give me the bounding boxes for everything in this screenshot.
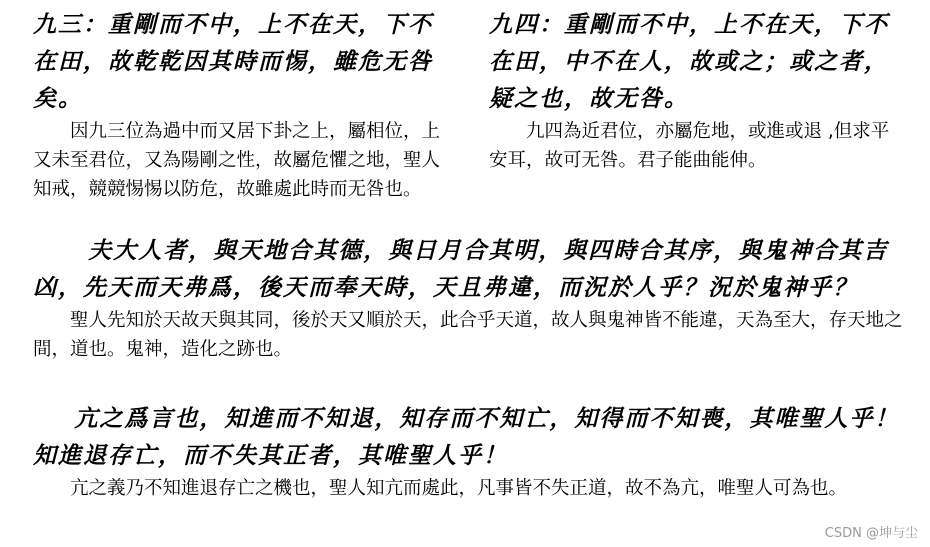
right-column bbox=[489, 6, 907, 175]
csdn-watermark: CSDN @坤与尘 bbox=[824, 526, 918, 541]
classic-text-great-man: 夫大人者，與天地合其德，與日月合其明，與四時合其序，與鬼神合其吉凶，先天而天弗爲，後天而奉天時，天且弗違，而況於人乎？況於鬼神乎？ bbox=[33, 237, 889, 301]
classic-text-kang: 亢之爲言也，知進而不知退，知存而不知亡，知得而不知喪，其唯聖人乎！知進退存亡，而不失其正者，其唯聖人乎！ bbox=[33, 405, 900, 469]
great-man-section bbox=[33, 232, 903, 364]
commentary-nine-four: 九四為近君位，亦屬危地，或進或退 ,但求平安耳，故可无咎。君子能曲能伸。 bbox=[489, 121, 890, 171]
commentary-nine-three: 因九三位為過中而又居下卦之上，屬相位，上又未至君位，又為陽剛之性，故屬危懼之地，聖人知戒，競競惕惕以防危，故雖處此時而无咎也。 bbox=[33, 121, 441, 200]
kang-section bbox=[33, 400, 903, 503]
classic-text-nine-three: 九三：重剛而不中，上不在天，下不在田，故乾乾因其時而惕，雖危无咎矣。 bbox=[33, 11, 433, 112]
classic-text-nine-four: 九四：重剛而不中，上不在天，下不在田，中不在人，故或之；或之者，疑之也，故无咎。 bbox=[489, 11, 889, 112]
commentary-great-man: 聖人先知於天故天與其同，後於天又順於天，此合乎天道，故人與鬼神皆不能違，天為至大，存天地之間，道也。鬼神，造化之跡也。 bbox=[33, 310, 903, 360]
commentary-kang: 亢之義乃不知進退存亡之機也，聖人知亢而處此，凡事皆不失正道，故不為亢，唯聖人可為也。 bbox=[70, 478, 848, 499]
left-column bbox=[33, 6, 447, 204]
